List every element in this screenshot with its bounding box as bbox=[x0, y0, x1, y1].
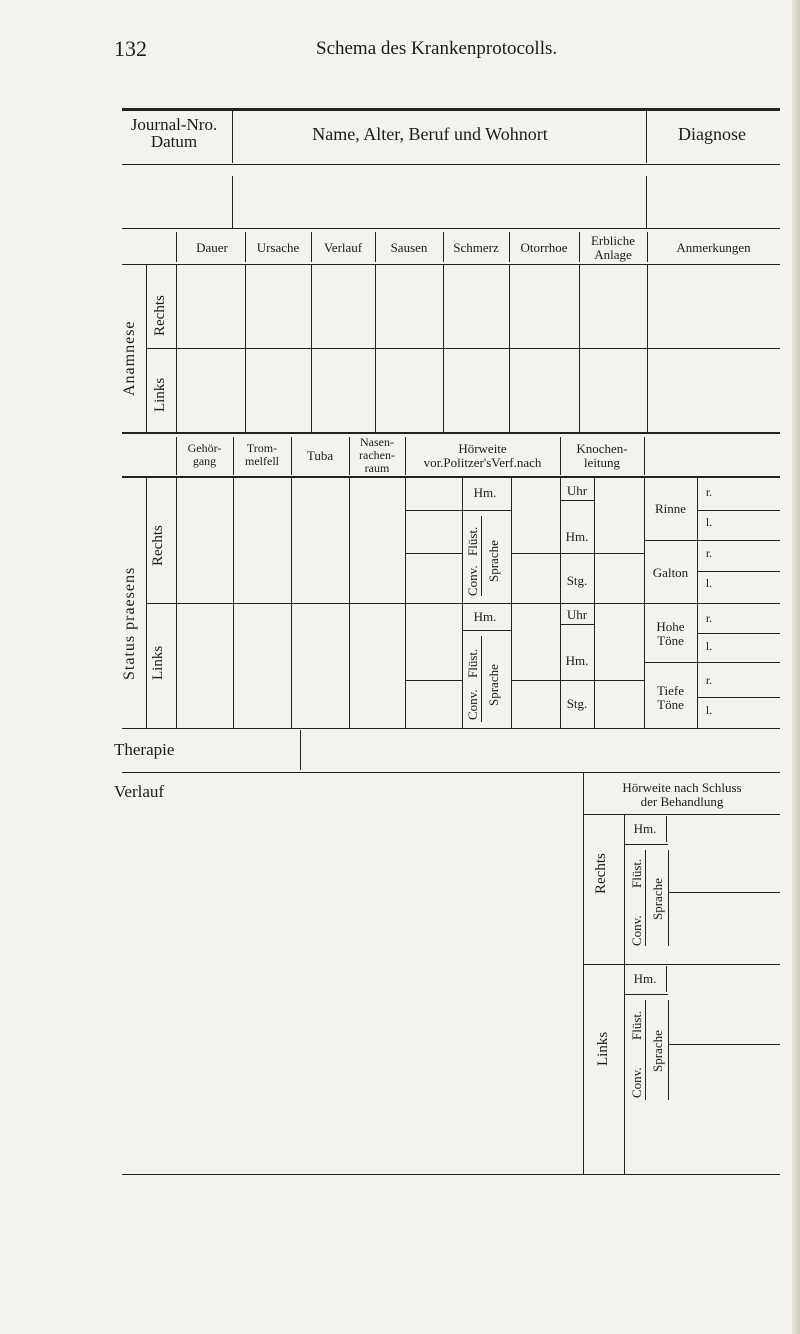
col-schmerz: Schmerz bbox=[453, 240, 499, 255]
verlauf-rechts-conv: Conv. bbox=[629, 915, 644, 946]
col-knochen-2: leitung bbox=[583, 455, 621, 470]
col-otorrhoe: Otorrhoe bbox=[520, 240, 568, 255]
tiefe-l: l. bbox=[705, 703, 713, 717]
col-hoerweite-2: vor.Politzer'sVerf.nach bbox=[423, 455, 542, 470]
col-nasen-2: rachen- bbox=[359, 448, 395, 462]
col-dauer: Dauer bbox=[196, 240, 228, 255]
tiefe-toene-label: Töne bbox=[657, 697, 684, 712]
links-hm: Hm. bbox=[473, 609, 497, 624]
verlauf-rechts-fluest: Flüst. bbox=[629, 858, 644, 888]
col-gehoergang: Gehör- bbox=[187, 441, 222, 455]
col-erbliche: Erbliche bbox=[590, 233, 636, 248]
rechts-fluest: Flüst. bbox=[465, 526, 480, 556]
rinne-label: Rinne bbox=[654, 501, 687, 516]
col-nasen: Nasen- bbox=[360, 435, 394, 449]
col-ursache: Ursache bbox=[256, 240, 300, 255]
status-row-links: Links bbox=[150, 645, 166, 680]
col-anlage: Anlage bbox=[594, 247, 632, 262]
galton-r: r. bbox=[705, 546, 713, 560]
verlauf-links-hm: Hm. bbox=[633, 971, 657, 986]
hohe-label: Hohe bbox=[656, 619, 685, 634]
rechts-sprache: Sprache bbox=[486, 540, 501, 582]
tiefe-r: r. bbox=[705, 673, 713, 687]
journal-label: Journal-Nro. bbox=[130, 115, 218, 134]
page-number: 132 bbox=[114, 36, 147, 61]
verlauf-links: Links bbox=[595, 1031, 611, 1066]
page-title: Schema des Krankenprotocolls. bbox=[316, 38, 558, 59]
anamnese-row-links: Links bbox=[152, 377, 168, 412]
col-anmerkungen: Anmerkungen bbox=[676, 240, 751, 255]
col-trommelfell-2: melfell bbox=[245, 454, 279, 468]
col-tuba: Tuba bbox=[306, 448, 334, 463]
tiefe-label: Tiefe bbox=[657, 683, 684, 698]
verlauf-label: Verlauf bbox=[114, 782, 165, 801]
col-knochen: Knochen- bbox=[576, 441, 628, 456]
verlauf-rechts-hm: Hm. bbox=[633, 821, 657, 836]
hohe-toene-label: Töne bbox=[657, 633, 684, 648]
rechts-conv: Conv. bbox=[465, 565, 480, 596]
rinne-l: l. bbox=[705, 515, 713, 529]
anamnese-label: Anamnese bbox=[121, 320, 138, 396]
col-hoerweite: Hörweite bbox=[458, 441, 507, 456]
links-fluest: Flüst. bbox=[465, 648, 480, 678]
rechts-hm2: Hm. bbox=[565, 529, 589, 544]
status-row-rechts: Rechts bbox=[150, 525, 166, 566]
rechts-stg: Stg. bbox=[566, 573, 588, 588]
diagnose-column-header: Diagnose bbox=[678, 124, 746, 144]
name-column-header: Name, Alter, Beruf und Wohnort bbox=[312, 124, 548, 144]
therapie-label: Therapie bbox=[114, 740, 175, 759]
links-hm2: Hm. bbox=[565, 653, 589, 668]
col-verlauf: Verlauf bbox=[323, 240, 363, 255]
hohe-r: r. bbox=[705, 611, 713, 625]
rechts-hm: Hm. bbox=[473, 485, 497, 500]
galton-l: l. bbox=[705, 576, 713, 590]
verlauf-links-fluest: Flüst. bbox=[629, 1010, 644, 1040]
page-edge bbox=[792, 0, 800, 1334]
col-gehoergang-2: gang bbox=[192, 454, 217, 468]
rechts-uhr: Uhr bbox=[566, 483, 588, 498]
verlauf-hoerweite: Hörweite nach Schluss bbox=[622, 780, 742, 795]
verlauf-links-sprache: Sprache bbox=[650, 1030, 665, 1072]
datum-label: Datum bbox=[150, 132, 198, 151]
rinne-r: r. bbox=[705, 485, 713, 499]
links-uhr: Uhr bbox=[566, 607, 588, 622]
links-sprache: Sprache bbox=[486, 664, 501, 706]
hohe-l: l. bbox=[705, 639, 713, 653]
col-sausen: Sausen bbox=[390, 240, 428, 255]
anamnese-row-rechts: Rechts bbox=[152, 295, 168, 336]
verlauf-links-conv: Conv. bbox=[629, 1067, 644, 1098]
col-trommelfell: Trom- bbox=[246, 441, 278, 455]
verlauf-rechts: Rechts bbox=[593, 853, 609, 894]
verlauf-rechts-sprache: Sprache bbox=[650, 878, 665, 920]
galton-label: Galton bbox=[652, 565, 689, 580]
col-nasen-3: raum bbox=[364, 461, 390, 475]
links-conv: Conv. bbox=[465, 689, 480, 720]
status-label: Status praesens bbox=[121, 566, 138, 680]
links-stg: Stg. bbox=[566, 696, 588, 711]
verlauf-hoerweite-2: der Behandlung bbox=[640, 794, 724, 809]
